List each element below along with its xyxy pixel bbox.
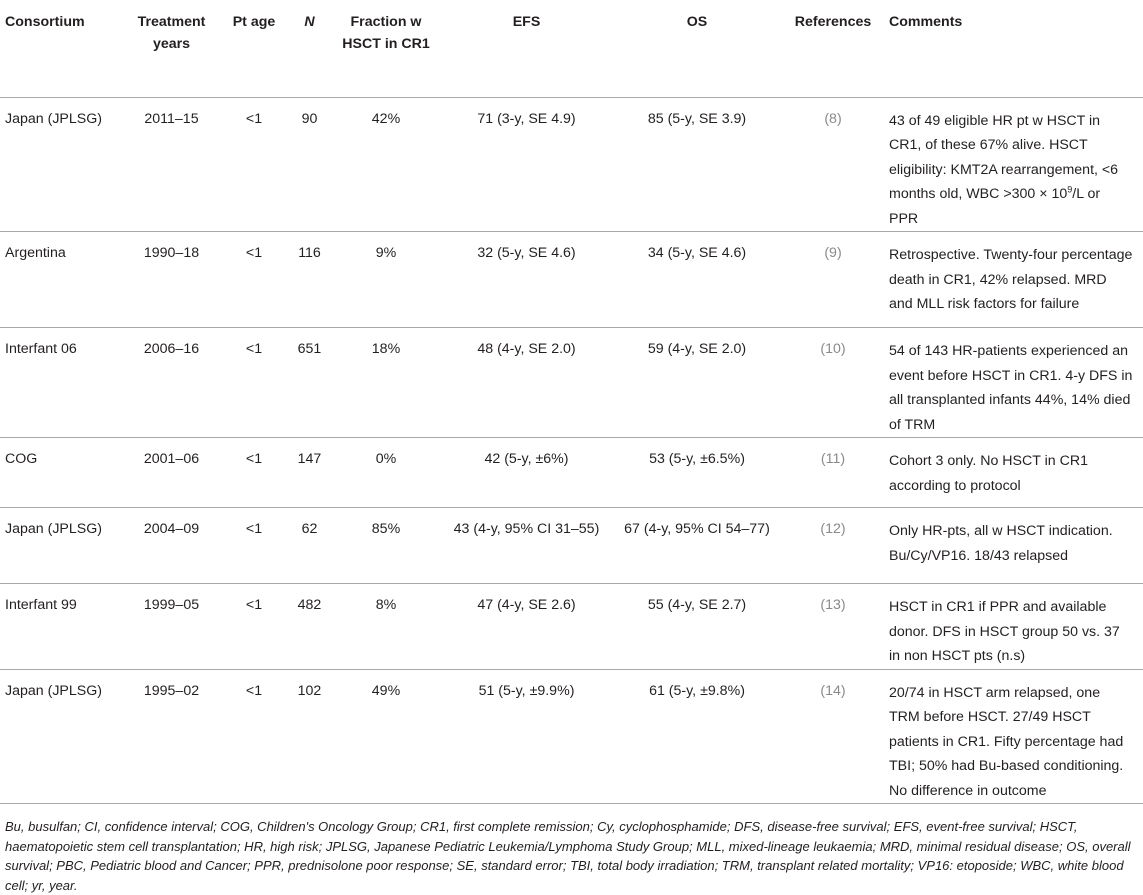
cell-fraction: 42% (371, 110, 401, 127)
cell-os: 59 (4-y, SE 2.0) (647, 341, 747, 357)
cell-years: 1990–18 (143, 245, 200, 261)
table-row (0, 669, 1143, 804)
table-row (0, 97, 1143, 232)
table-row (0, 328, 1143, 438)
cell-os: 53 (5-y, ±6.5%) (649, 451, 745, 467)
cell-efs: 47 (4-y, SE 2.6) (477, 597, 576, 613)
cell-fraction: 8% (375, 597, 397, 613)
cell-age: <1 (245, 110, 263, 127)
header-row (0, 0, 1143, 97)
header-treatment-years: Treatment years (137, 14, 206, 52)
table-footnote: Bu, busulfan; CI, confidence interval; COG, Children's Oncology Group; CR1, first complete remission; Cy, cyclophosphamide; DFS, disease-free survival; EFS, event-free survival; HSCT, haematopoietic stem cell transplantation; HR, high risk; JPLSG, Japanese Pediatric Leukemia/Lymphoma Study Group; MLL, mixed-lineage leukaemia; MRD, minimal residual disease; OS, overall survival; PBC, Pediatric blood and Cancer; PPR, prednisolone poor response; SE, standard error; TBI, total body irradiation; TRM, transplant related mortality; VP16: etoposide; WBC, white blood cell; yr, year. (5, 819, 1131, 893)
cell-os: 85 (5-y, SE 3.9) (647, 110, 747, 127)
cell-years: 1999–05 (143, 597, 200, 613)
cell-comment: Cohort 3 only. No HSCT in CR1 according to protocol (889, 453, 1088, 494)
header-consortium: Consortium (5, 14, 85, 30)
cell-n: 90 (301, 110, 318, 127)
superscript-exponent: 9 (1067, 184, 1073, 195)
cell-fraction: 85% (371, 521, 401, 537)
cell-efs: 32 (5-y, SE 4.6) (477, 245, 576, 261)
cell-age: <1 (245, 341, 263, 357)
reference-link[interactable]: (10) (820, 341, 846, 357)
cell-consortium: Interfant 99 (5, 597, 77, 613)
cell-age: <1 (245, 597, 263, 613)
table-row (0, 584, 1143, 670)
comment-text-end: /L or PPR (889, 186, 1101, 227)
cell-consortium: Interfant 06 (5, 341, 77, 357)
header-n: N (304, 14, 315, 30)
header-references: References (794, 14, 872, 30)
cell-consortium: Argentina (5, 245, 66, 261)
cell-comment: HSCT in CR1 if PPR and available donor. DFS in HSCT group 50 vs. 37 in non HSCT pts (n.s) (889, 599, 1120, 664)
cell-efs: 71 (3-y, SE 4.9) (477, 110, 576, 127)
reference-link[interactable]: (12) (820, 521, 846, 537)
cell-n: 62 (301, 521, 318, 537)
table-row (0, 438, 1143, 508)
table-row (0, 508, 1143, 584)
reference-link[interactable]: (14) (820, 682, 846, 699)
cell-consortium: Japan (JPLSG) (5, 110, 102, 127)
cell-comment: Retrospective. Twenty-four percentage death in CR1, 42% relapsed. MRD and MLL risk factors for failure (889, 247, 1133, 312)
comment-text: 43 of 49 eligible HR pt w HSCT in CR1, of these 67% alive. HSCT eligibility: KMT2A rearrangement, <6 months old, WBC >300 × 10 (889, 112, 1119, 202)
cell-years: 2004–09 (143, 521, 200, 537)
cell-age: <1 (245, 682, 263, 699)
cell-years: 2006–16 (143, 341, 200, 357)
reference-link[interactable]: (8) (824, 110, 842, 127)
cell-age: <1 (245, 521, 263, 537)
cell-os: 67 (4-y, 95% CI 54–77) (624, 521, 770, 537)
cell-fraction: 0% (375, 451, 397, 467)
cell-fraction: 49% (371, 682, 401, 699)
cell-comment: 54 of 143 HR-patients experienced an event before HSCT in CR1. 4-y DFS in all transplanted infants 44%, 14% died of TRM (889, 343, 1133, 433)
cell-years: 2011–15 (144, 110, 199, 127)
cell-efs: 48 (4-y, SE 2.0) (477, 341, 576, 357)
cell-os: 34 (5-y, SE 4.6) (647, 245, 747, 261)
reference-link[interactable]: (11) (820, 451, 846, 467)
reference-link[interactable]: (13) (820, 597, 846, 613)
cell-age: <1 (245, 451, 263, 467)
cell-age: <1 (245, 245, 263, 261)
header-comments: Comments (889, 14, 963, 30)
cell-consortium: Japan (JPLSG) (5, 521, 102, 537)
cell-n: 147 (297, 451, 322, 467)
cell-os: 61 (5-y, ±9.8%) (649, 682, 745, 699)
cell-years: 1995–02 (143, 682, 200, 699)
header-pt-age: Pt age (232, 14, 276, 30)
cell-consortium: Japan (JPLSG) (5, 682, 102, 699)
cell-comment (884, 97, 1143, 232)
cell-efs: 43 (4-y, 95% CI 31–55) (453, 521, 600, 537)
cell-fraction: 9% (375, 245, 397, 261)
cell-comment: 20/74 in HSCT arm relapsed, one TRM before HSCT. 27/49 HSCT patients in CR1. Fifty percentage had TBI; 50% had Bu-based conditioning. No difference in outcome (889, 684, 1124, 799)
cell-comment: Only HR-pts, all w HSCT indication. Bu/Cy/VP16. 18/43 relapsed (889, 523, 1113, 564)
header-efs: EFS (512, 14, 541, 30)
table-row (0, 232, 1143, 328)
cell-fraction: 18% (371, 341, 401, 357)
cell-consortium: COG (5, 451, 38, 467)
cell-n: 651 (297, 341, 322, 357)
cell-os: 55 (4-y, SE 2.7) (647, 597, 747, 613)
cell-efs: 51 (5-y, ±9.9%) (478, 682, 575, 699)
cell-n: 102 (297, 682, 322, 699)
header-os: OS (686, 14, 708, 30)
header-fraction-hsct: Fraction w HSCT in CR1 (342, 14, 430, 52)
reference-link[interactable]: (9) (824, 245, 842, 261)
cell-years: 2001–06 (143, 451, 200, 467)
cell-n: 116 (298, 245, 321, 261)
cell-n: 482 (297, 597, 322, 613)
cell-efs: 42 (5-y, ±6%) (484, 451, 569, 467)
